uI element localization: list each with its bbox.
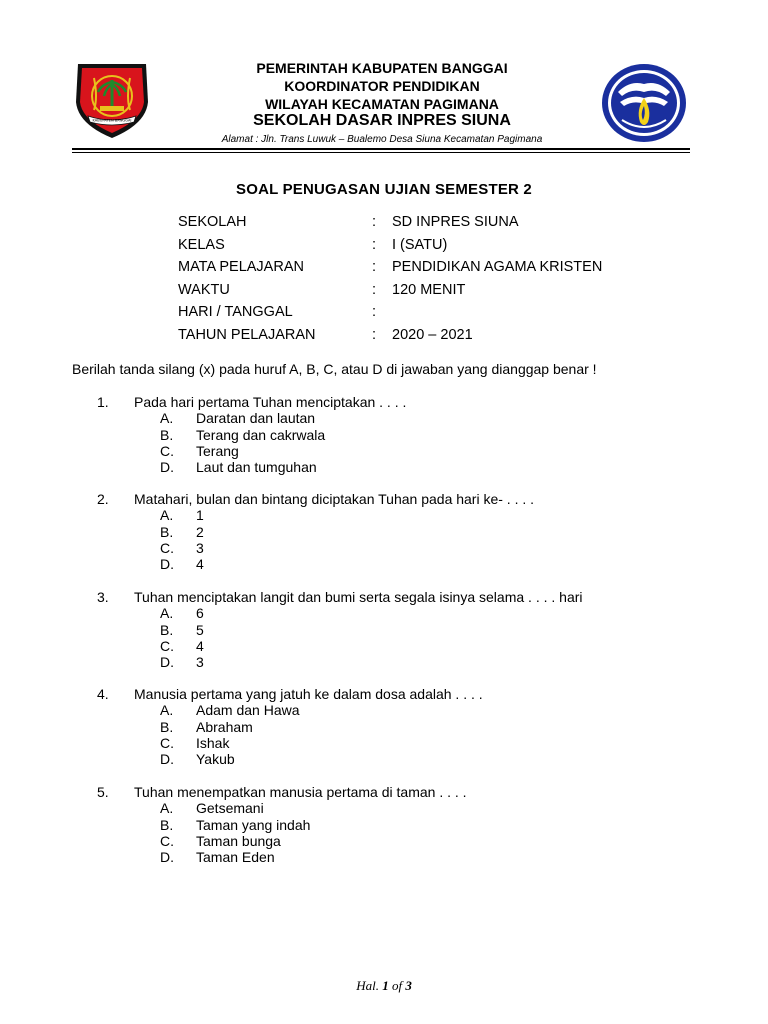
- option-letter: B.: [160, 816, 174, 833]
- option-letter: B.: [160, 718, 174, 735]
- crest-banner-text: KABUPATEN BANGGAI: [92, 118, 132, 123]
- option-text: 1: [196, 507, 204, 523]
- option-text: 6: [196, 605, 204, 621]
- option-text: 4: [196, 637, 204, 654]
- info-colon: :: [372, 281, 377, 298]
- option-a: [0, 800, 768, 816]
- option-letter: A.: [160, 410, 174, 426]
- option-text: Adam dan Hawa: [196, 702, 300, 718]
- option-text: Terang dan cakrwala: [196, 426, 326, 443]
- footer-of: of: [391, 978, 403, 993]
- tut-wuri-handayani-logo-icon: [600, 62, 688, 144]
- option-text: Taman bunga: [196, 832, 281, 849]
- info-colon: :: [372, 259, 377, 276]
- option-text: Ishak: [196, 734, 230, 751]
- info-value: PENDIDIKAN AGAMA KRISTEN: [392, 259, 603, 276]
- option-c: [0, 735, 768, 751]
- question-number: 5.: [97, 784, 109, 800]
- instruction-text: Berilah tanda silang (x) pada huruf A, B, C, atau D di jawaban yang dianggap benar !: [72, 361, 597, 377]
- info-label: SEKOLAH: [178, 214, 247, 230]
- option-a: [0, 410, 768, 426]
- option-text: 5: [196, 621, 204, 638]
- option-text: 3: [196, 539, 204, 556]
- question-text: Manusia pertama yang jatuh ke dalam dosa adalah . . . .: [134, 686, 483, 702]
- info-label: MATA PELAJARAN: [178, 259, 304, 276]
- option-text: Abraham: [196, 718, 253, 735]
- question-text: Tuhan menciptakan langit dan bumi serta segala isinya selama . . . . hari: [134, 589, 583, 605]
- option-d: [0, 751, 768, 767]
- option-text: 3: [196, 653, 204, 670]
- option-d: [0, 459, 768, 475]
- footer-prefix: Hal.: [356, 978, 379, 993]
- option-text: 4: [196, 555, 204, 572]
- option-letter: A.: [160, 702, 174, 718]
- option-letter: D.: [160, 653, 174, 670]
- info-label: HARI / TANGGAL: [178, 304, 293, 321]
- option-text: Laut dan tumguhan: [196, 458, 317, 475]
- header-government-line: PEMERINTAH KABUPATEN BANGGAI: [256, 60, 508, 76]
- option-d: [0, 849, 768, 865]
- question-text: Tuhan menempatkan manusia pertama di taman . . . .: [134, 784, 467, 800]
- info-label: WAKTU: [178, 281, 230, 298]
- kabupaten-banggai-crest-icon: [72, 58, 152, 140]
- info-colon: :: [372, 326, 377, 343]
- option-letter: D.: [160, 555, 174, 572]
- info-value: 2020 – 2021: [392, 326, 473, 343]
- option-b: [0, 719, 768, 735]
- header-school-name: SEKOLAH DASAR INPRES SIUNA: [253, 112, 511, 129]
- option-letter: B.: [160, 426, 174, 443]
- header-divider-thick: [72, 148, 690, 150]
- option-letter: A.: [160, 800, 174, 816]
- option-d: [0, 556, 768, 572]
- option-text: Getsemani: [196, 800, 264, 816]
- option-letter: D.: [160, 750, 174, 767]
- question-number: 4.: [97, 686, 109, 702]
- header-divider-thin: [72, 152, 690, 153]
- option-b: [0, 817, 768, 833]
- exam-title: SOAL PENUGASAN UJIAN SEMESTER 2: [236, 181, 532, 198]
- option-b: [0, 427, 768, 443]
- info-colon: :: [372, 214, 377, 230]
- option-c: [0, 638, 768, 654]
- question-text: Pada hari pertama Tuhan menciptakan . . . .: [134, 394, 407, 410]
- question-number: 2.: [97, 491, 109, 507]
- option-letter: D.: [160, 848, 174, 865]
- option-d: [0, 654, 768, 670]
- option-text: Daratan dan lautan: [196, 410, 316, 426]
- footer-page: 1: [382, 978, 389, 993]
- option-letter: C.: [160, 734, 174, 751]
- option-letter: C.: [160, 832, 174, 849]
- option-a: [0, 702, 768, 718]
- option-text: Yakub: [196, 750, 235, 767]
- info-value: I (SATU): [392, 236, 448, 253]
- option-a: [0, 507, 768, 523]
- option-letter: A.: [160, 605, 174, 621]
- question-text: Matahari, bulan dan bintang diciptakan Tuhan pada hari ke- . . . .: [134, 491, 535, 507]
- header-region-line: WILAYAH KECAMATAN PAGIMANA: [265, 96, 499, 112]
- option-letter: B.: [160, 621, 174, 638]
- info-value: SD INPRES SIUNA: [392, 214, 519, 230]
- option-b: [0, 622, 768, 638]
- option-letter: C.: [160, 442, 174, 459]
- option-text: Taman yang indah: [196, 816, 311, 833]
- option-c: [0, 833, 768, 849]
- option-a: [0, 605, 768, 621]
- header-address: Alamat : Jln. Trans Luwuk – Bualemo Desa Siuna Kecamatan Pagimana: [221, 134, 543, 145]
- info-label: TAHUN PELAJARAN: [178, 326, 316, 343]
- option-text: Taman Eden: [196, 848, 275, 865]
- option-letter: D.: [160, 458, 174, 475]
- info-colon: :: [372, 236, 377, 253]
- option-c: [0, 443, 768, 459]
- info-label: KELAS: [178, 236, 225, 253]
- option-letter: C.: [160, 637, 174, 654]
- info-value: 120 MENIT: [392, 281, 466, 298]
- option-letter: A.: [160, 507, 174, 523]
- option-letter: B.: [160, 523, 174, 540]
- option-letter: C.: [160, 539, 174, 556]
- option-text: 2: [196, 523, 204, 540]
- question-number: 1.: [97, 394, 109, 410]
- page-number-footer: [300, 978, 468, 994]
- header-coordinator-line: KOORDINATOR PENDIDIKAN: [284, 78, 480, 94]
- option-c: [0, 540, 768, 556]
- footer-total: 3: [405, 978, 412, 993]
- option-text: Terang: [196, 442, 239, 459]
- option-b: [0, 524, 768, 540]
- question-number: 3.: [97, 589, 109, 605]
- info-colon: :: [372, 304, 377, 321]
